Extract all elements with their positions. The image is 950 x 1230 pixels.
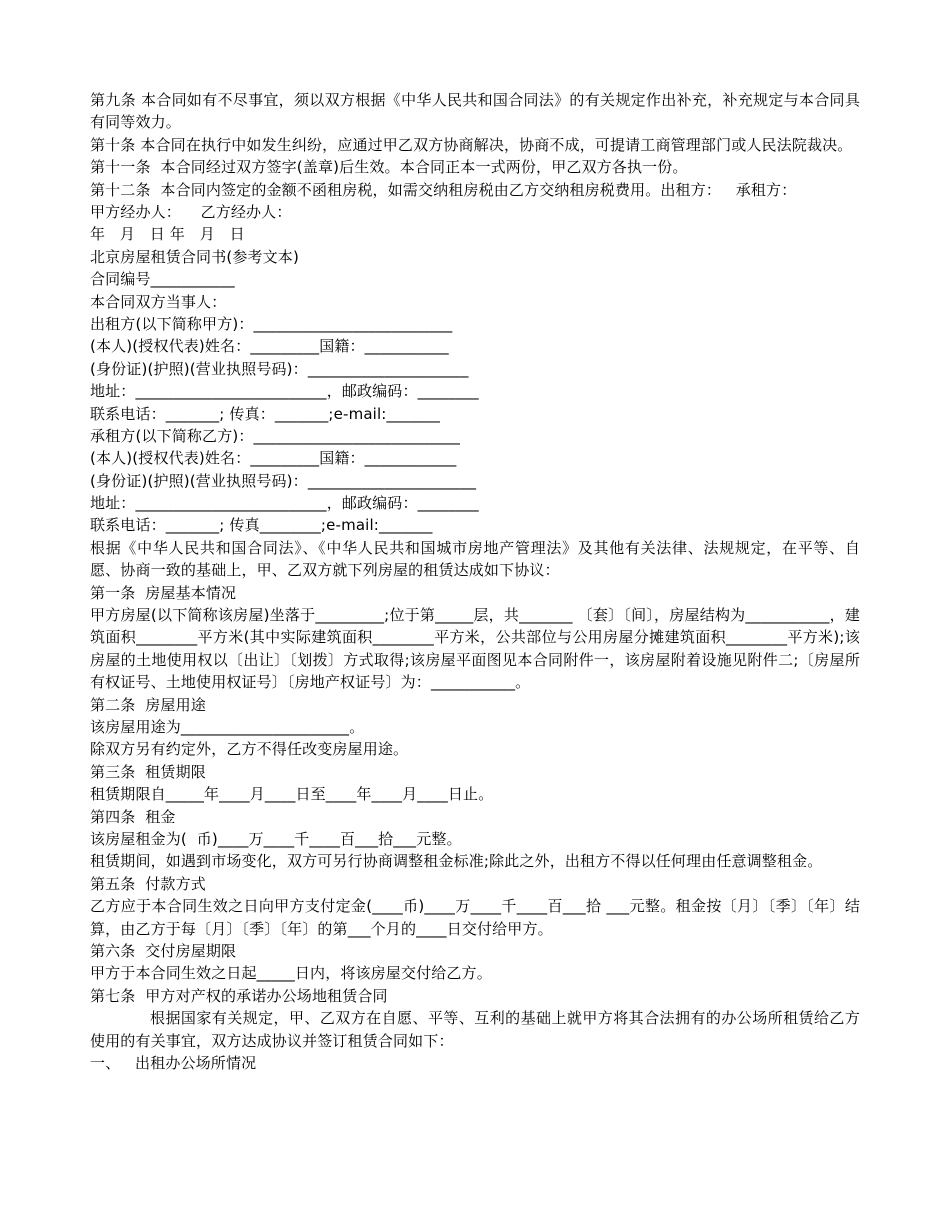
document-body [90, 89, 860, 1074]
lessor-id: (身份证)(护照)(营业执照号码)：_____________________ [90, 359, 469, 378]
contract-number: 合同编号___________ [90, 270, 235, 289]
clause-12: 第十二条 本合同内签定的金额不函租房税，如需交纳租房税由乙方交纳租房税费用。出租方： 承租方： [90, 180, 797, 199]
article-1-body: 甲方房屋(以下简称该房屋)坐落于_________;位于第_____层，共_______ 〔套〕〔间〕，房屋结构为___________，建筑面积________平方米(其中实际建筑面积________平方米，公共部位与公用房屋分摊建筑面积________平方米);该房屋的土地使用权以〔出让〕〔划拨〕方式取得;该房屋平面图见本合同附件一，该房屋附着设施见附件二;〔房屋所有权证号、土地使用权证号〕〔房地产权证号〕为：___________。 [90, 606, 860, 692]
parties-heading: 本合同双方当事人： [90, 292, 227, 311]
article-7-heading: 第七条 甲方对产权的承诺办公场地租赁合同 [90, 986, 388, 1005]
article-4-rent: 该房屋租金为( 币)____万____千____百___拾___元整。 [90, 830, 462, 849]
article-6-heading: 第六条 交付房屋期限 [90, 942, 237, 961]
clause-10: 第十条 本合同在执行中如发生纠纷，应通过甲乙双方协商解决，协商不成，可提请工商管理部门或人民法院裁决。 [90, 135, 853, 154]
lessor-contact: 联系电话：_______; 传真：_______;e-mail:_______ [90, 404, 441, 423]
office-lease-section-1: 一、 出租办公场所情况 [90, 1054, 257, 1073]
article-6-body: 甲方于本合同生效之日起_____日内，将该房屋交付给乙方。 [90, 964, 492, 983]
clause-11: 第十一条 本合同经过双方签字(盖章)后生效。本合同正本一式两份，甲乙双方各执一份。 [90, 158, 688, 177]
contract-title: 北京房屋租赁合同书(参考文本) [90, 247, 299, 266]
office-lease-preamble: 根据国家有关规定，甲、乙双方在自愿、平等、互利的基础上就甲方将其合法拥有的办公场所租赁给乙方使用的有关事宜，双方达成协议并签订租赁合同如下： [90, 1009, 860, 1050]
lessee-line: 承租方(以下简称乙方)：___________________________ [90, 426, 461, 445]
article-5-heading: 第五条 付款方式 [90, 874, 206, 893]
lessor-name-nationality: (本人)(授权代表)姓名：_________国籍：___________ [90, 337, 449, 356]
signature-dates: 年 月 日 年 月 日 [90, 225, 245, 244]
article-1-heading: 第一条 房屋基本情况 [90, 583, 237, 602]
article-5-body: 乙方应于本合同生效之日向甲方支付定金(____币)____万____千____百___拾 ___元整。租金按〔月〕〔季〕〔年〕结算，由乙方于每〔月〕〔季〕〔年〕的第___个月的____日交付给甲方。 [90, 897, 860, 938]
lessee-name-nationality: (本人)(授权代表)姓名：_________国籍：____________ [90, 449, 457, 468]
article-4-adjustment: 租赁期间，如遇到市场变化，双方可另行协商调整租金标准;除此之外，出租方不得以任何理由任意调整租金。 [90, 852, 823, 871]
article-3-body: 租赁期限自_____年____月____日至____年____月____日止。 [90, 785, 494, 804]
article-3-heading: 第三条 租赁期限 [90, 762, 206, 781]
lessee-contact: 联系电话：_______; 传真________;e-mail:_______ [90, 516, 433, 535]
article-2-restriction: 除双方另有约定外，乙方不得任改变房屋用途。 [90, 740, 409, 759]
clause-9: 第九条 本合同如有不尽事宜，须以双方根据《中华人民共和国合同法》的有关规定作出补充，补充规定与本合同具有同等效力。 [90, 91, 860, 132]
lessor-line: 出租方(以下简称甲方)：__________________________ [90, 314, 453, 333]
article-2-heading: 第二条 房屋用途 [90, 695, 206, 714]
lessee-address: 地址：_________________________，邮政编码：________ [90, 494, 479, 513]
article-2-usage: 该房屋用途为______________________。 [90, 718, 365, 737]
lessor-address: 地址：_________________________，邮政编码：________ [90, 382, 479, 401]
lessee-id: (身份证)(护照)(营业执照号码)：______________________ [90, 471, 477, 490]
preamble: 根据《中华人民共和国合同法》、《中华人民共和国城市房地产管理法》及其他有关法律、法规规定，在平等、自愿、协商一致的基础上，甲、乙双方就下列房屋的租赁达成如下协议： [90, 538, 860, 580]
signatory-handlers: 甲方经办人： 乙方经办人： [90, 203, 292, 221]
article-4-heading: 第四条 租金 [90, 807, 176, 826]
